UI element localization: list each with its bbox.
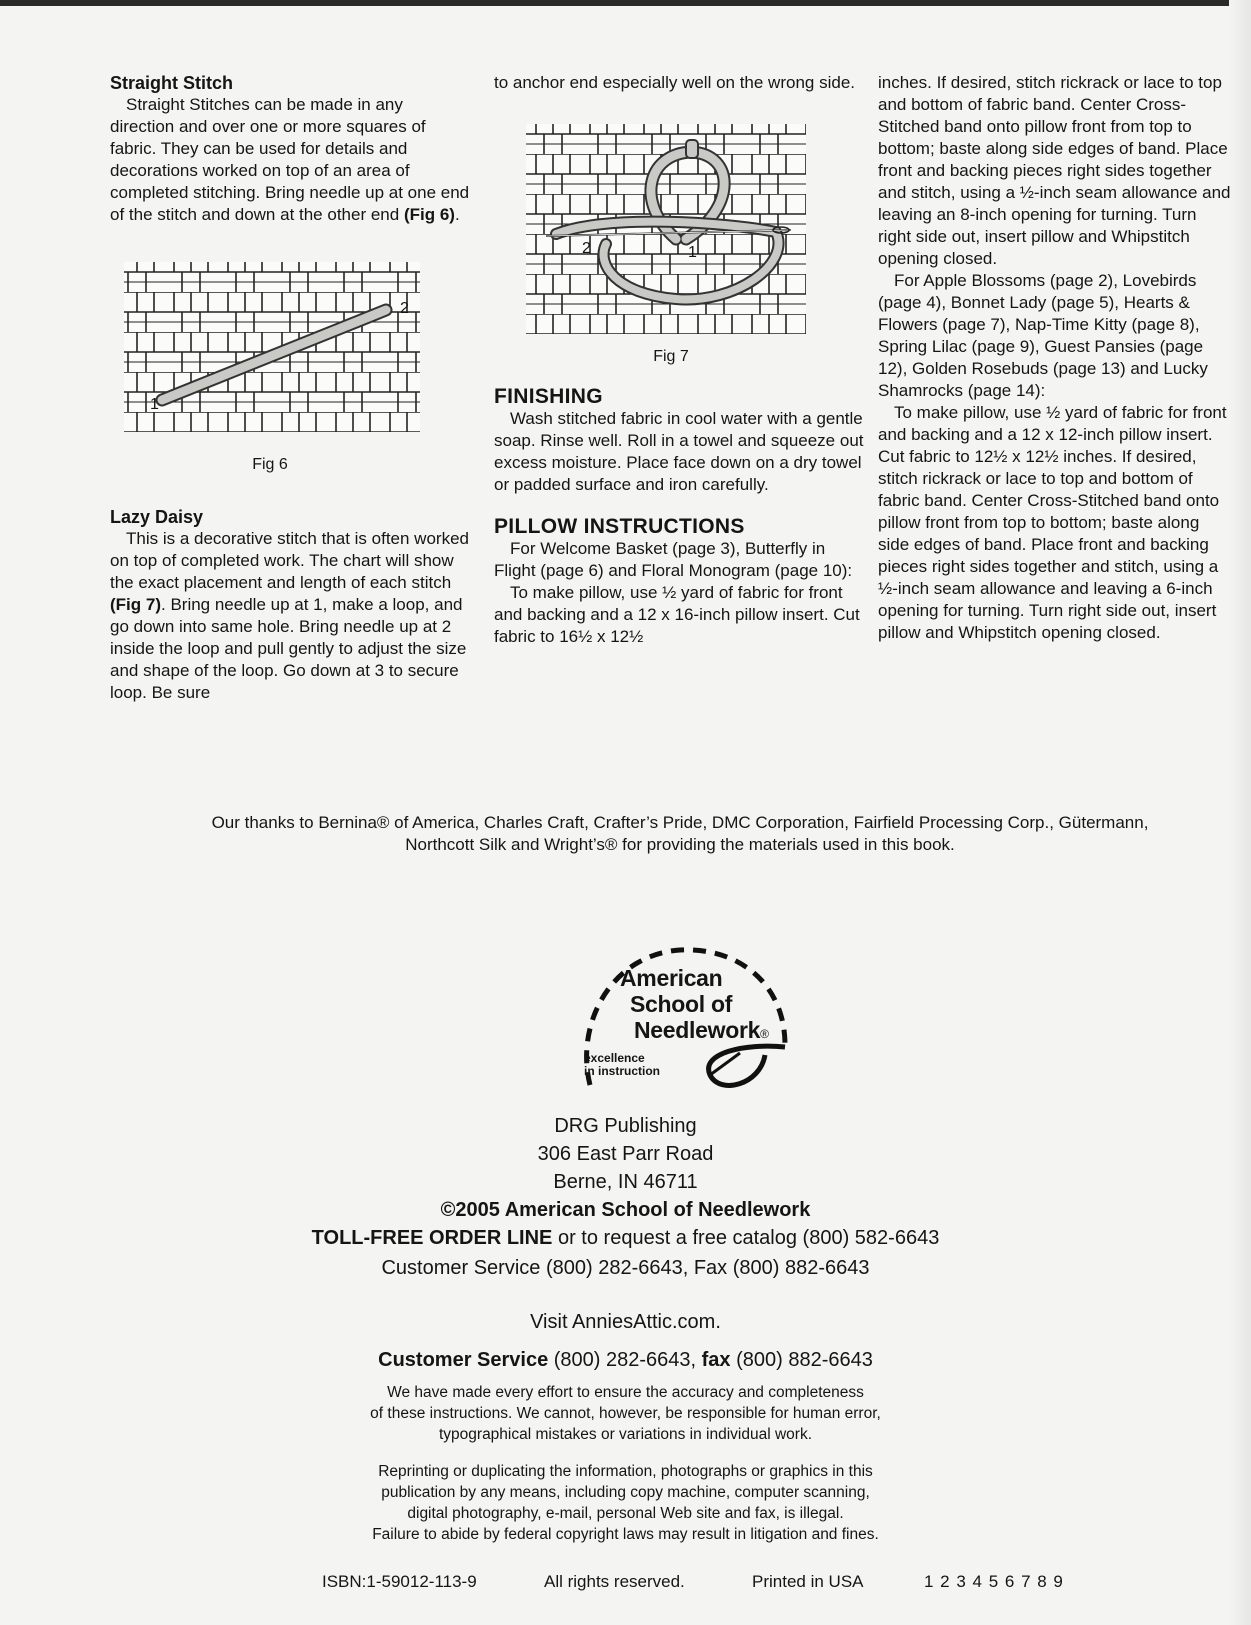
finishing-text: Wash stitched fabric in cool water with a gentle soap. Rinse well. Roll in a towel and squeeze out excess moisture. Place face down on a dry towel or padded surface and iron carefully. [494, 409, 864, 494]
fig7-diagram [526, 114, 816, 344]
acknowledgements: Our thanks to Bernina® of America, Charles Craft, Crafter’s Pride, DMC Corporation, Fairfield Processing Corp., Gütermann, Northcott Silk and Wright’s® for providing the materials used in this book. [211, 813, 1149, 854]
fig6-label-2: 2 [400, 300, 409, 317]
column-left [110, 72, 470, 704]
page-top-border [0, 0, 1251, 6]
fig6-figure [110, 252, 470, 476]
publisher-address: DRG Publishing 306 East Parr Road Berne, IN 46711 [537, 1115, 714, 1193]
fig7-label-1: 1 [688, 244, 697, 261]
printing-numbers: 1 2 3 4 5 6 7 8 9 [924, 1572, 1064, 1591]
lazy-daisy-continued: to anchor end especially well on the wrong side. [494, 73, 855, 92]
copyright-line: ©2005 American School of Needlework [440, 1199, 811, 1221]
column-right [878, 72, 1233, 644]
straight-stitch-heading: Straight Stitch [110, 73, 234, 93]
fig7-reference: (Fig 7) [110, 595, 161, 614]
american-school-of-needlework-logo [570, 935, 810, 1105]
fig7-caption: Fig 7 [653, 348, 689, 365]
all-rights-reserved: All rights reserved. [544, 1572, 685, 1591]
fig6-label-1: 1 [150, 396, 159, 413]
pillow-intro-text: For Welcome Basket (page 3), Butterfly in Flight (page 6) and Floral Monogram (page 10): [494, 539, 853, 580]
fig6-caption: Fig 6 [252, 456, 288, 473]
lazy-daisy-heading: Lazy Daisy [110, 507, 204, 527]
website-line: Visit AnniesAttic.com. [530, 1311, 721, 1333]
order-line: TOLL-FREE ORDER LINE or to request a free catalog (800) 582-6643 [311, 1227, 940, 1249]
fig7-figure [526, 114, 864, 368]
pillow-large-continued: inches. If desired, stitch rickrack or lace to top and bottom of fabric band. Center Cross-Stitched band onto pillow front from top to bottom; baste along side edges of band. Place front and backing pieces right sides together and stitch, using a ½-inch seam allowance and leaving an 8-inch opening for turning. Turn right side out, insert pillow and Whipstitch opening closed. [878, 73, 1231, 268]
customer-service-line: Customer Service (800) 282-6643, Fax (800) 882-6643 [381, 1257, 870, 1279]
isbn: ISBN:1-59012-113-9 [322, 1572, 477, 1591]
logo-text: American School of Needlework® [620, 965, 769, 1043]
disclaimer: We have made every effort to ensure the accuracy and completeness of these instructions. We cannot, however, be responsible for human error, typographical mistakes or variations in individual work. [370, 1384, 881, 1443]
pillow-instructions-heading: PILLOW INSTRUCTIONS [494, 515, 745, 538]
straight-stitch-text: Straight Stitches can be made in any direction and over one or more squares of fabric. They can be used for details and decorations worked on top of an area of completed stitching. Bring needle up at one end of the stitch and down at the other end (Fig 6). [110, 95, 470, 224]
fig7-label-2: 2 [582, 240, 591, 257]
fig6-reference: (Fig 6) [403, 205, 455, 224]
column-middle [494, 72, 864, 648]
pillow-small-intro: For Apple Blossoms (page 2), Lovebirds (page 4), Bonnet Lady (page 5), Hearts & Flowers (page 7), Nap-Time Kitty (page 8), Spring Lilac (page 9), Guest Pansies (page 12), Golden Rosebuds (page 13) and Lucky Shamrocks (page 14): [878, 271, 1208, 400]
printed-in: Printed in USA [752, 1572, 864, 1591]
customer-service-fax-line: Customer Service (800) 282-6643, fax (800) 882-6643 [378, 1349, 873, 1371]
copyright-notice: Reprinting or duplicating the information, photographs or graphics in this publication by any means, including copy machine, computer scanning, digital photography, e-mail, personal Web site and fax, is illegal. Failure to abide by federal copyright laws may result in litigation and fines. [372, 1463, 879, 1543]
logo-tagline: excellence in instruction [584, 1051, 660, 1078]
pillow-large-text: To make pillow, use ½ yard of fabric for front and backing and a 12 x 16-inch pillow insert. Cut fabric to 16½ x 12½ [494, 583, 860, 646]
finishing-heading: FINISHING [494, 385, 603, 408]
lazy-daisy-text: This is a decorative stitch that is often worked on top of completed work. The chart will show the exact placement and length of each stitch (Fig 7). Bring needle up at 1, make a loop, and go down into same hole. Bring needle up at 2 inside the loop and pull gently to adjust the size and shape of the loop. Go down at 3 to secure loop. Be sure [110, 529, 469, 702]
pillow-small-text: To make pillow, use ½ yard of fabric for front and backing and a 12 x 12-inch pillow insert. Cut fabric to 12½ x 12½ inches. If desired, stitch rickrack or lace to top and bottom of fabric band. Center Cross-Stitched band onto pillow front from top to bottom; baste along side edges of band. Place front and backing pieces right sides together and stitch, using a ½-inch seam allowance and leaving a 6-inch opening for turning. Turn right side out, insert pillow and Whipstitch opening closed. [878, 403, 1227, 642]
